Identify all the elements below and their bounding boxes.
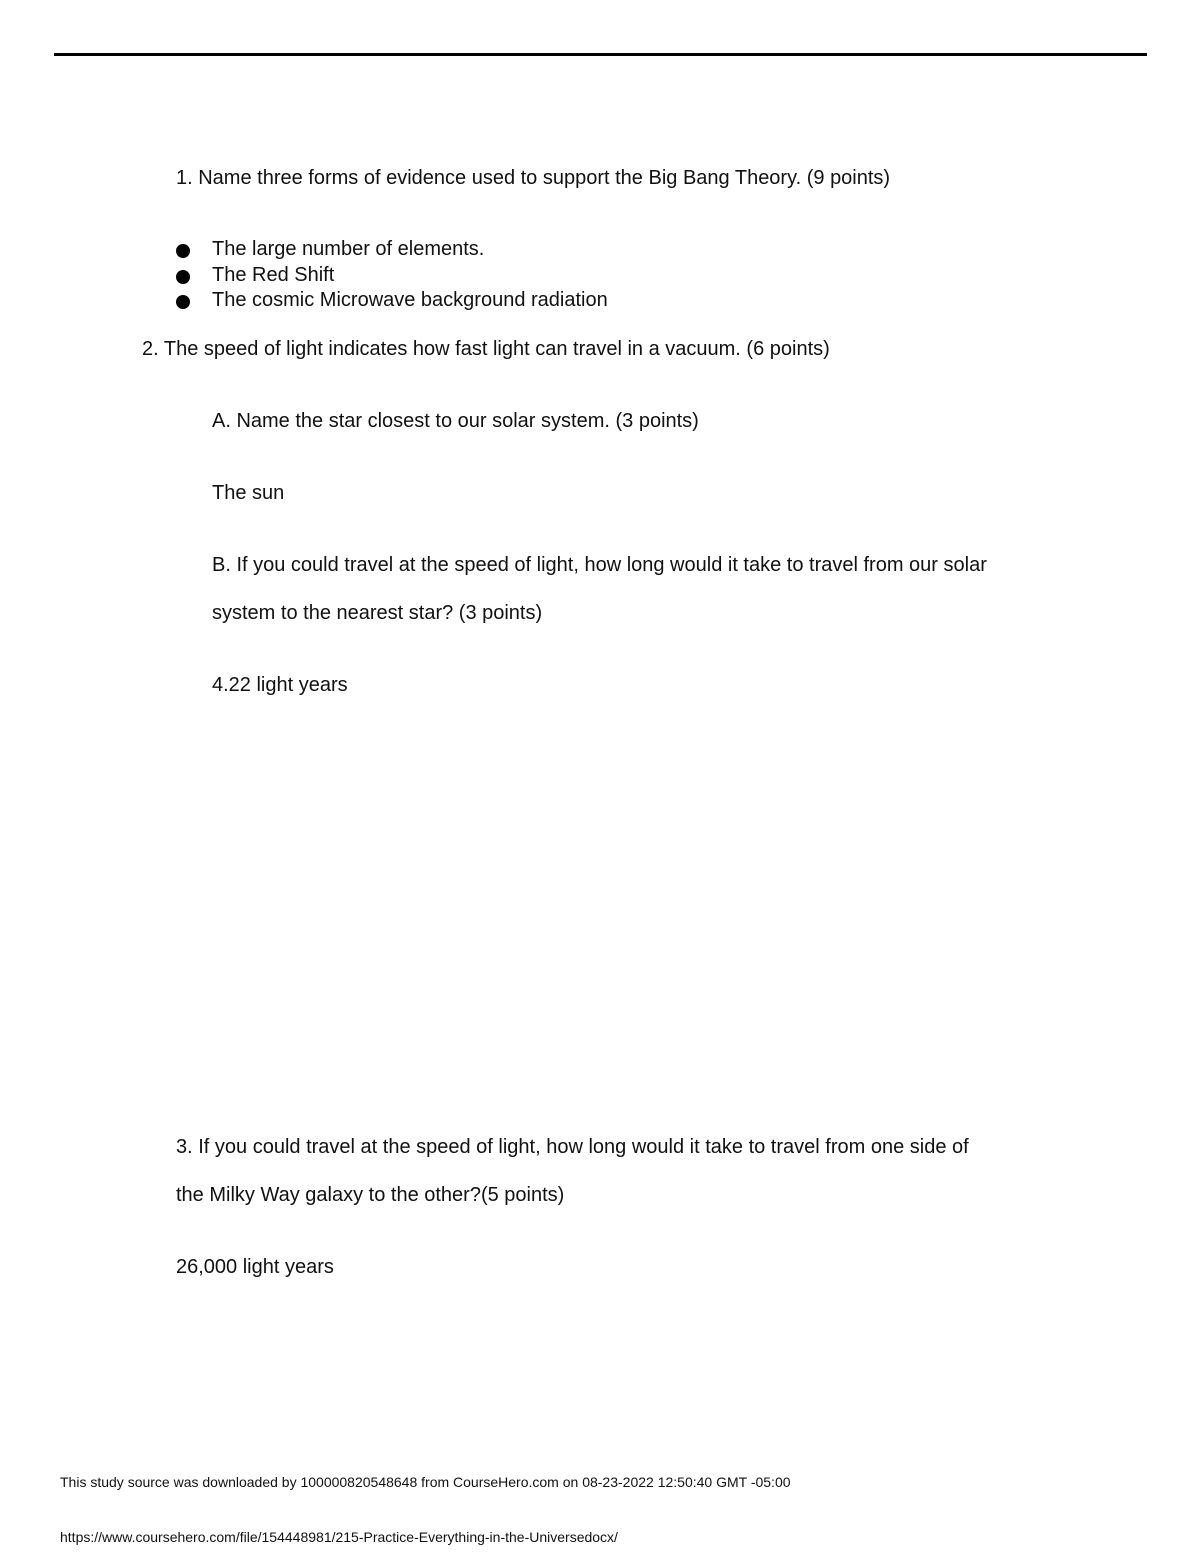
download-source-note: This study source was downloaded by 100000820548648 from CourseHero.com on 08-23-2022 12:50:40 GMT -05:00 bbox=[60, 1474, 791, 1490]
list-item-text: The Red Shift bbox=[212, 263, 335, 286]
list-item-text: The cosmic Microwave background radiation bbox=[212, 289, 608, 311]
question-1-answer-list bbox=[176, 237, 608, 314]
list-item bbox=[176, 263, 608, 289]
list-item-text: The large number of elements. bbox=[212, 238, 485, 260]
list-item bbox=[176, 288, 608, 314]
list-item bbox=[176, 237, 608, 263]
question-2b-prompt-line-1: B. If you could travel at the speed of light, how long would it take to travel from our solar bbox=[212, 554, 987, 576]
source-url-link[interactable]: https://www.coursehero.com/file/154448981/215-Practice-Everything-in-the-Universedocx/ bbox=[60, 1529, 618, 1545]
question-3-answer: 26,000 light years bbox=[176, 1256, 334, 1278]
question-3-prompt-line-2: the Milky Way galaxy to the other?(5 points) bbox=[176, 1184, 565, 1206]
question-2a-prompt: A. Name the star closest to our solar system. (3 points) bbox=[212, 410, 699, 432]
question-1-prompt: 1. Name three forms of evidence used to support the Big Bang Theory. (9 points) bbox=[176, 167, 891, 189]
question-2-prompt: 2. The speed of light indicates how fast light can travel in a vacuum. (6 points) bbox=[142, 338, 830, 360]
question-2b-prompt-line-2: system to the nearest star? (3 points) bbox=[212, 602, 543, 624]
top-rule bbox=[54, 53, 1147, 56]
bullet-icon bbox=[176, 270, 190, 284]
question-2a-answer: The sun bbox=[212, 482, 285, 504]
question-3-prompt-line-1: 3. If you could travel at the speed of light, how long would it take to travel from one side of bbox=[176, 1136, 969, 1158]
bullet-icon bbox=[176, 244, 190, 258]
question-2b-answer: 4.22 light years bbox=[212, 674, 348, 696]
bullet-icon bbox=[176, 295, 190, 309]
